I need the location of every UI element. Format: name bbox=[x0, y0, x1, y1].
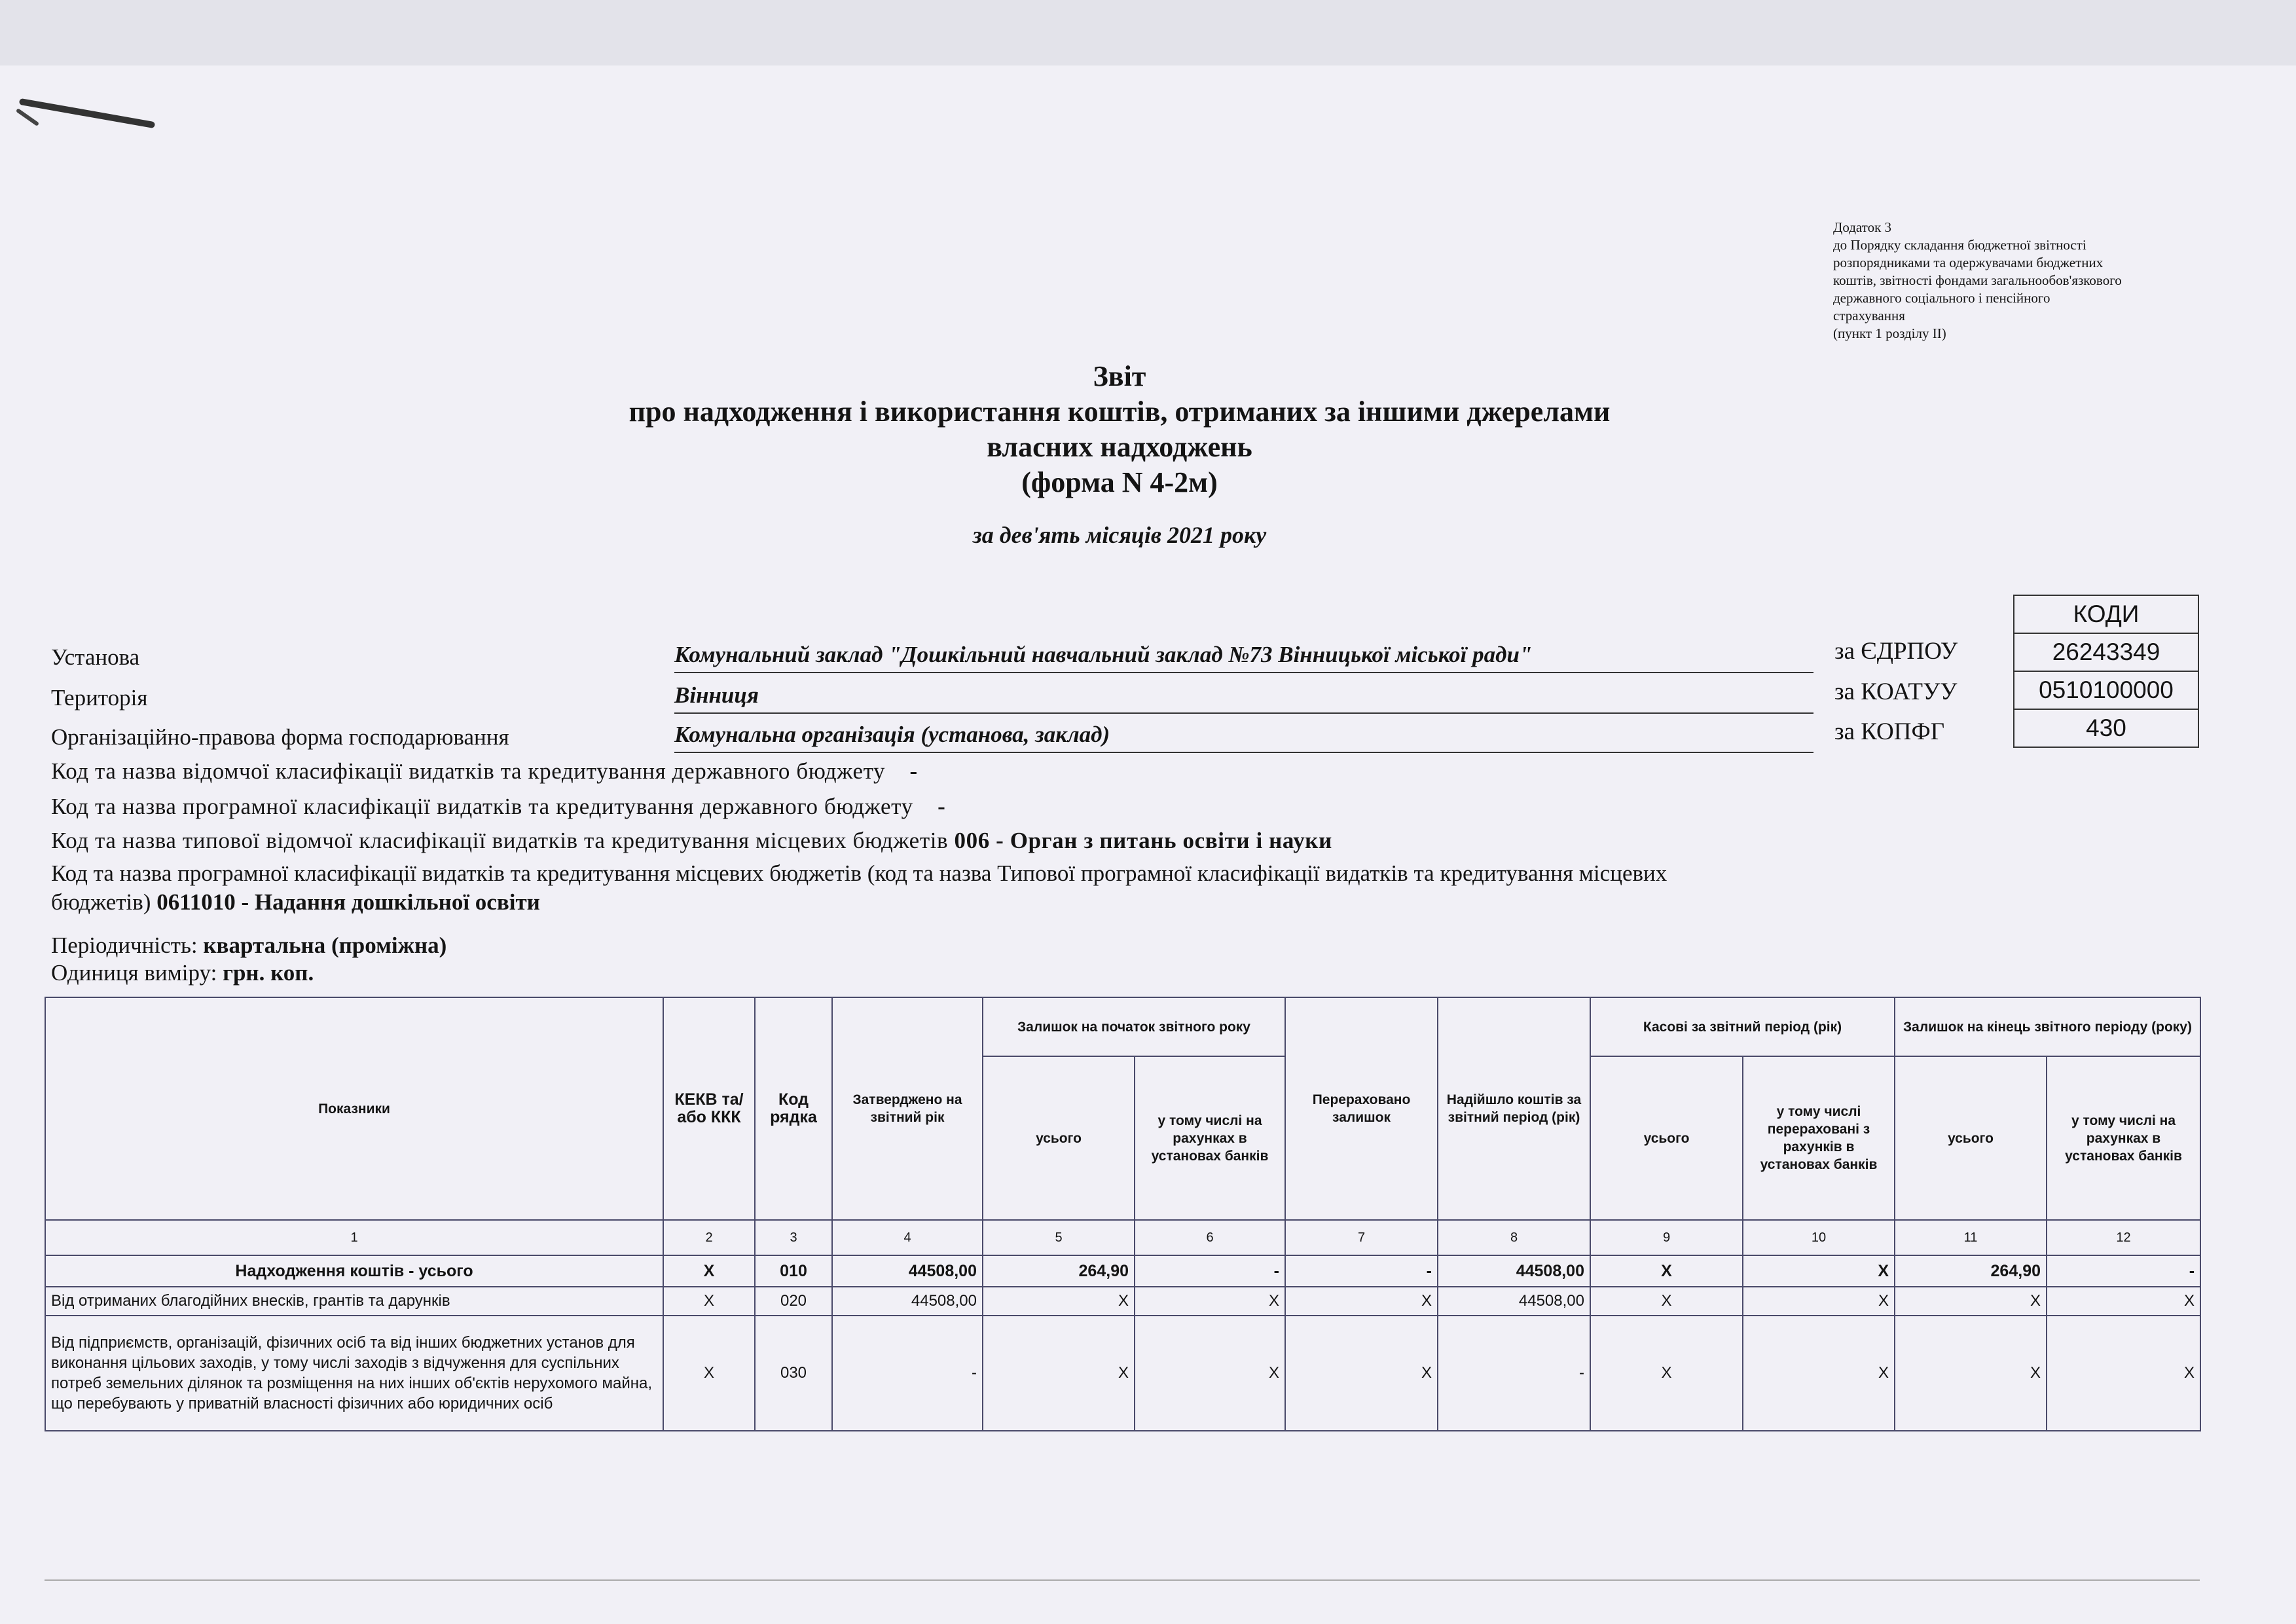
classification-value: 0611010 - Надання дошкільної освіти bbox=[156, 889, 540, 915]
cell-balance-start-total: 264,90 bbox=[983, 1255, 1135, 1287]
cell-kekv: Х bbox=[663, 1255, 755, 1287]
cell-balance-start-total: Х bbox=[983, 1316, 1135, 1431]
header-balance-end: Залишок на кінець звітного періоду (року) bbox=[1895, 997, 2200, 1056]
classification-text: Код та назва типової відомчої класифікації видатків та кредитування місцевих бюджетів bbox=[51, 828, 949, 853]
classification-value: 006 - Орган з питань освіти і науки bbox=[954, 828, 1332, 853]
koatuu-label: за КОАТУУ bbox=[1834, 678, 1958, 705]
cell-cash-banks: Х bbox=[1743, 1316, 1895, 1431]
cell-received: - bbox=[1438, 1316, 1590, 1431]
title-line: власних надходжень bbox=[987, 431, 1252, 463]
row-name: Надходження коштів - усього bbox=[45, 1255, 663, 1287]
cell-code: 020 bbox=[755, 1287, 832, 1316]
appendix-line: (пункт 1 розділу II) bbox=[1833, 325, 1946, 341]
unit-value: грн. коп. bbox=[223, 960, 314, 986]
column-number: 4 bbox=[832, 1220, 983, 1255]
table-row-total bbox=[45, 1255, 2200, 1287]
institution-value: Комунальний заклад "Дошкільний навчальний заклад №73 Вінницької міської ради" bbox=[674, 642, 1813, 673]
appendix-line: до Порядку складання бюджетної звітності bbox=[1833, 237, 2086, 253]
cell-approved: - bbox=[832, 1316, 983, 1431]
kopfg-label: за КОПФГ bbox=[1834, 718, 1945, 745]
header-balance-start: Залишок на початок звітного року bbox=[983, 997, 1285, 1056]
cell-cash: Х bbox=[1590, 1287, 1743, 1316]
header-approved: Затверджено на звітний рік bbox=[832, 997, 983, 1220]
table-row bbox=[45, 1316, 2200, 1431]
cell-balance-end-total: Х bbox=[1895, 1287, 2047, 1316]
header-balance-start-total: усього bbox=[983, 1056, 1135, 1220]
report-title bbox=[458, 359, 1781, 500]
table-row bbox=[45, 1287, 2200, 1316]
column-number: 8 bbox=[1438, 1220, 1590, 1255]
appendix-line: державного соціального і пенсійного bbox=[1833, 290, 2050, 306]
cell-balance-start-banks: Х bbox=[1135, 1316, 1285, 1431]
departmental-classification-local bbox=[51, 828, 1332, 854]
institution-label: Установа bbox=[51, 644, 140, 670]
unit-of-measure bbox=[51, 960, 314, 986]
codes-header: КОДИ bbox=[2014, 595, 2198, 633]
unit-label: Одиниця виміру: bbox=[51, 960, 217, 986]
territory-value: Вінниця bbox=[674, 682, 1813, 714]
pen-stroke-mark bbox=[19, 98, 156, 128]
title-line: (форма N 4-2м) bbox=[1021, 466, 1218, 498]
classification-value: - bbox=[909, 758, 918, 784]
cell-kekv: Х bbox=[663, 1287, 755, 1316]
departmental-classification-state bbox=[51, 758, 918, 784]
scan-top-margin bbox=[0, 0, 2296, 65]
header-transferred: Перераховано залишок bbox=[1285, 997, 1438, 1220]
header-indicators: Показники bbox=[45, 997, 663, 1220]
cell-balance-end-banks: Х bbox=[2047, 1316, 2200, 1431]
periodicity-value: квартальна (проміжна) bbox=[203, 932, 447, 958]
classification-value: - bbox=[938, 794, 946, 819]
title-line: Звіт bbox=[1093, 360, 1146, 392]
report-period: за дев'ять місяців 2021 року bbox=[972, 522, 1267, 548]
title-line: про надходження і використання коштів, отриманих за іншими джерелами bbox=[629, 396, 1611, 428]
cell-received: 44508,00 bbox=[1438, 1287, 1590, 1316]
cell-balance-end-total: Х bbox=[1895, 1316, 2047, 1431]
column-number: 7 bbox=[1285, 1220, 1438, 1255]
classification-text: Код та назва програмної класифікації видатків та кредитування державного бюджету bbox=[51, 794, 913, 819]
periodicity bbox=[51, 932, 446, 959]
header-kekv: КЕКВ та/або ККК bbox=[663, 997, 755, 1220]
koatuu-code: 0510100000 bbox=[2014, 671, 2198, 709]
territory-label: Територія bbox=[51, 685, 148, 710]
appendix-line: Додаток 3 bbox=[1833, 219, 1892, 235]
cell-transferred: Х bbox=[1285, 1287, 1438, 1316]
header-cash: Касові за звітний період (рік) bbox=[1590, 997, 1895, 1056]
program-classification-state bbox=[51, 794, 945, 820]
cell-cash-banks: Х bbox=[1743, 1287, 1895, 1316]
cell-approved: 44508,00 bbox=[832, 1255, 983, 1287]
org-form-value: Комунальна організація (установа, заклад) bbox=[674, 722, 1813, 753]
row-name: Від отриманих благодійних внесків, грантів та дарунків bbox=[45, 1287, 663, 1316]
column-number: 11 bbox=[1895, 1220, 2047, 1255]
cell-balance-end-banks: Х bbox=[2047, 1287, 2200, 1316]
appendix-line: коштів, звітності фондами загальнообов'язкового bbox=[1833, 272, 2122, 288]
kopfg-code: 430 bbox=[2014, 709, 2198, 747]
edrpou-code: 26243349 bbox=[2014, 633, 2198, 671]
column-number: 2 bbox=[663, 1220, 755, 1255]
cell-approved: 44508,00 bbox=[832, 1287, 983, 1316]
column-number: 9 bbox=[1590, 1220, 1743, 1255]
classification-text: Код та назва програмної класифікації видатків та кредитування місцевих бюджетів (код та назва Типової програмної класифікації видатків та кредитування місцевих бюджетів) bbox=[51, 860, 1667, 915]
pen-stroke-mark bbox=[16, 108, 39, 126]
report-table bbox=[45, 997, 2201, 1431]
cell-balance-start-banks: Х bbox=[1135, 1287, 1285, 1316]
edrpou-label: за ЄДРПОУ bbox=[1834, 638, 1958, 665]
header-received: Надійшло коштів за звітний період (рік) bbox=[1438, 997, 1590, 1220]
appendix-line: розпорядниками та одержувачами бюджетних bbox=[1833, 255, 2104, 270]
page-bottom-rule bbox=[45, 1579, 2200, 1581]
cell-cash: Х bbox=[1590, 1316, 1743, 1431]
cell-balance-end-banks: - bbox=[2047, 1255, 2200, 1287]
org-form-label: Організаційно-правова форма господарювання bbox=[51, 724, 509, 750]
header-balance-end-total: усього bbox=[1895, 1056, 2047, 1220]
column-number: 12 bbox=[2047, 1220, 2200, 1255]
header-cash-banks: у тому числі перераховані з рахунків в установах банків bbox=[1743, 1056, 1895, 1220]
cell-cash-banks: Х bbox=[1743, 1255, 1895, 1287]
codes-table bbox=[2013, 595, 2199, 748]
column-number: 3 bbox=[755, 1220, 832, 1255]
classification-text: Код та назва відомчої класифікації видатків та кредитування державного бюджету bbox=[51, 758, 886, 784]
column-numbers-row bbox=[45, 1220, 2200, 1255]
periodicity-label: Періодичність: bbox=[51, 932, 198, 958]
cell-received: 44508,00 bbox=[1438, 1255, 1590, 1287]
cell-balance-start-banks: - bbox=[1135, 1255, 1285, 1287]
appendix-line: страхування bbox=[1833, 308, 1905, 323]
row-name: Від підприємств, організацій, фізичних осіб та від інших бюджетних установ для виконання цільових заходів, у тому числі заходів з відчуження для суспільних потреб земельних ділянок та розміщення на них інших об'єктів нерухомого майна, що перебувають у приватній власності фізичних або юридичних осіб bbox=[45, 1316, 663, 1431]
cell-balance-start-total: Х bbox=[983, 1287, 1135, 1316]
cell-code: 010 bbox=[755, 1255, 832, 1287]
cell-balance-end-total: 264,90 bbox=[1895, 1255, 2047, 1287]
header-balance-end-banks: у тому числі на рахунках в установах банків bbox=[2047, 1056, 2200, 1220]
cell-kekv: Х bbox=[663, 1316, 755, 1431]
header-cash-total: усього bbox=[1590, 1056, 1743, 1220]
column-number: 10 bbox=[1743, 1220, 1895, 1255]
header-row-code: Код рядка bbox=[755, 997, 832, 1220]
column-number: 1 bbox=[45, 1220, 663, 1255]
cell-transferred: - bbox=[1285, 1255, 1438, 1287]
cell-cash: Х bbox=[1590, 1255, 1743, 1287]
header-balance-start-banks: у тому числі на рахунках в установах банків bbox=[1135, 1056, 1285, 1220]
cell-code: 030 bbox=[755, 1316, 832, 1431]
appendix-note bbox=[1833, 219, 2200, 342]
column-number: 6 bbox=[1135, 1220, 1285, 1255]
cell-transferred: Х bbox=[1285, 1316, 1438, 1431]
column-number: 5 bbox=[983, 1220, 1135, 1255]
program-classification-local bbox=[51, 859, 1766, 917]
